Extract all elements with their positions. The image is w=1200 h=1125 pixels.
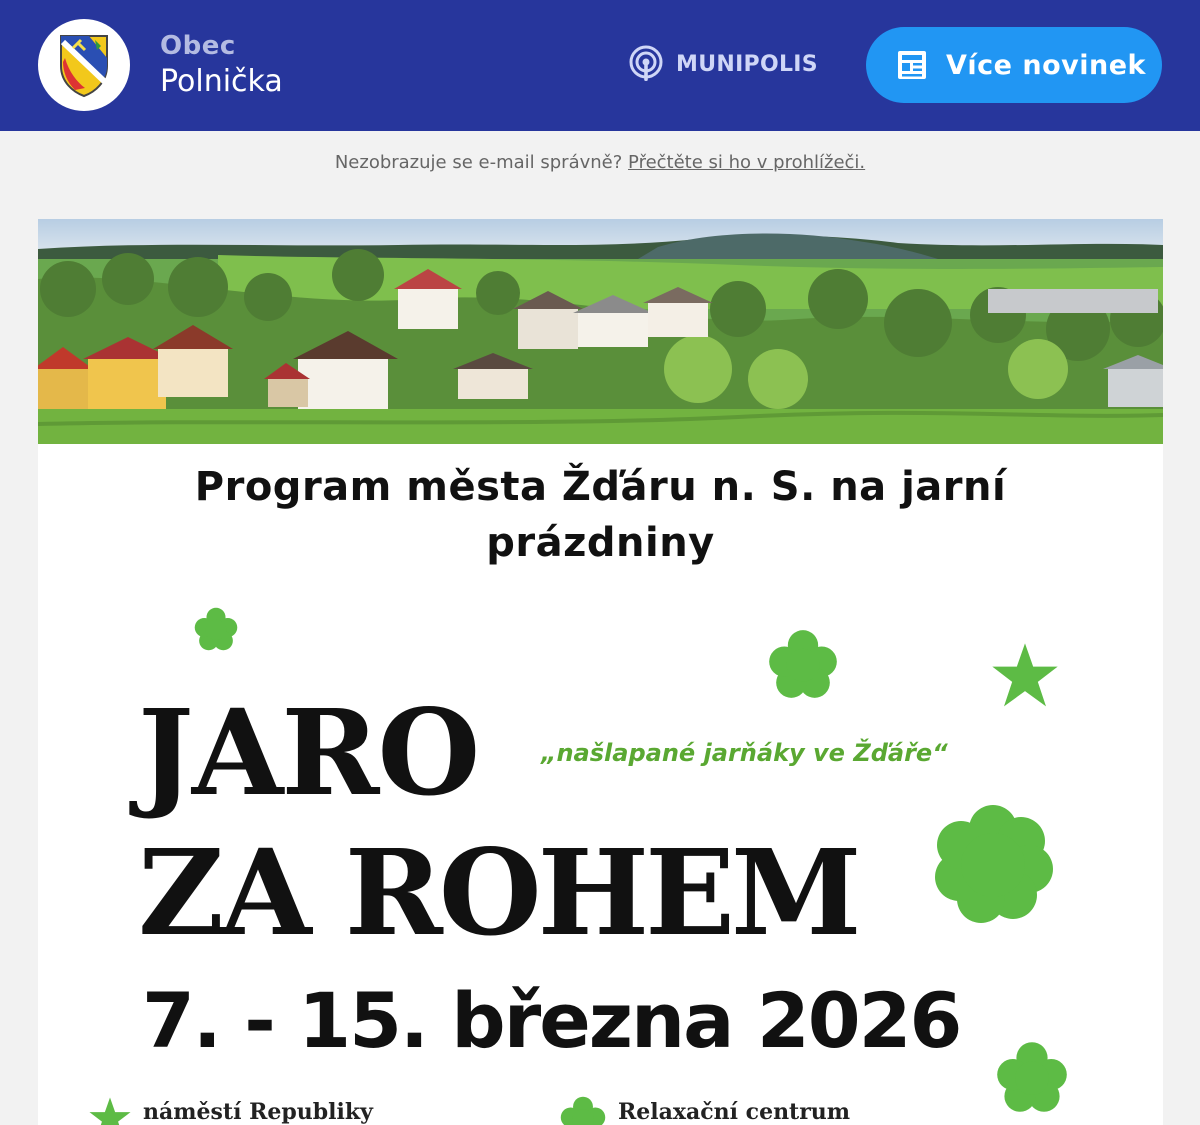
- flower-icon: [560, 1096, 606, 1125]
- poster-headline-line-2: ZA ROHEM: [138, 823, 858, 962]
- flower-icon: [768, 629, 838, 699]
- newspaper-icon: [896, 49, 928, 81]
- poster-subtitle: „našlapané jarňáky ve Žďáře“: [541, 739, 948, 767]
- notice-text: Nezobrazuje se e-mail správně?: [334, 152, 623, 173]
- poster-date: 7. - 15. března 2026: [142, 976, 961, 1065]
- poster-headline-line-1: JARO: [138, 683, 479, 822]
- flower-icon: [933, 803, 1053, 923]
- brand-municipality-name: Polnička: [160, 64, 283, 99]
- flower-icon: [996, 1041, 1068, 1113]
- poster-location-left: náměstí Republiky: [143, 1099, 373, 1125]
- star-flower-icon: [990, 641, 1060, 711]
- header-bar: [0, 0, 1200, 131]
- coat-of-arms-icon: [55, 32, 113, 98]
- flower-icon: [194, 607, 238, 651]
- star-flower-icon: [88, 1096, 132, 1125]
- newsletter-card: [38, 219, 1163, 1125]
- view-in-browser-link[interactable]: Přečtěte si ho v prohlížeči.: [628, 152, 866, 173]
- municipality-logo[interactable]: [38, 19, 130, 111]
- more-news-label: Více novinek: [946, 49, 1146, 81]
- event-poster-image[interactable]: [38, 591, 1163, 1125]
- article-title[interactable]: Program města Žďáru n. S. na jarní prázdniny: [194, 464, 1007, 566]
- browser-view-notice: [0, 152, 1200, 173]
- poster-location-right: Relaxační centrum: [618, 1099, 851, 1125]
- village-banner-image[interactable]: [38, 219, 1163, 444]
- munipolis-brand[interactable]: [626, 44, 818, 84]
- munipolis-label: MUNIPOLIS: [676, 51, 818, 77]
- brand-obec-label: Obec: [160, 31, 236, 61]
- more-news-button[interactable]: [866, 27, 1162, 103]
- munipolis-broadcast-icon: [626, 44, 666, 84]
